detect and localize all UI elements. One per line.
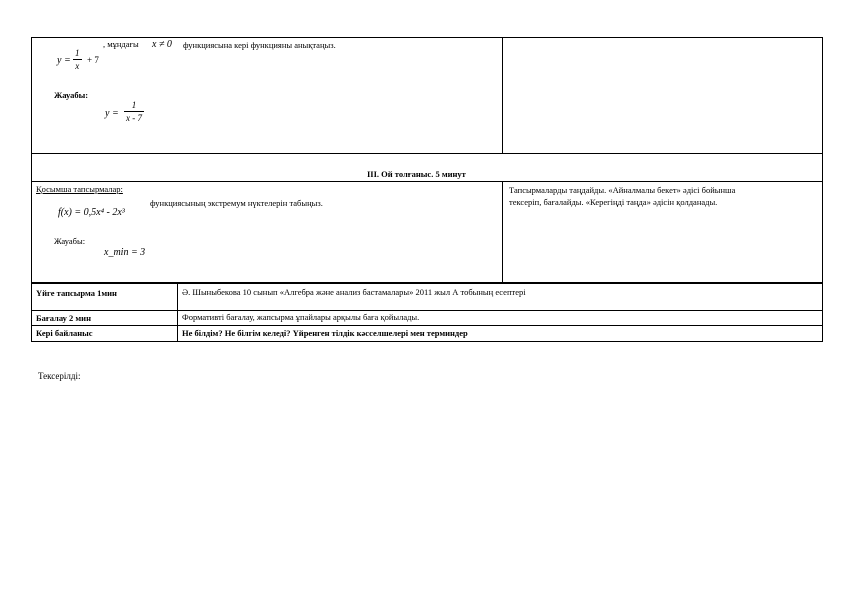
task1-formula-tail: + 7: [87, 55, 99, 65]
extra-formula: f(x) = 0,5x⁴ - 2x³: [58, 207, 125, 218]
task1-answer-fraction: [124, 100, 144, 123]
assessment-row-divider: [177, 310, 178, 326]
feedback-content: Не білдім? Не білгім келеді? Үйренген тілдік кәсселшелері мен терминдер: [182, 328, 468, 338]
task1-answer-y: y =: [105, 108, 119, 119]
section3-heading: III. Ой толғаныс. 5 минут: [367, 169, 466, 179]
task1-formula-fraction: [73, 48, 82, 71]
task1-answer-label: Жауабы:: [54, 90, 89, 100]
task1-answer-denominator: x - 7: [126, 113, 142, 123]
extra-assessment-line2: тексеріп, бағалайды. «Керегіңді таңда» әдісін қолданады.: [509, 197, 718, 207]
feedback-label: Кері байланыс: [36, 328, 93, 338]
task1-intro-suffix: , мұндағы: [103, 39, 139, 49]
assessment-content: Формативті бағалау, жапсырма ұпайлары арқылы баға қойылады.: [182, 312, 420, 322]
extra-tasks-divider: [502, 181, 503, 283]
assessment-row: [31, 310, 823, 326]
homework-label: Үйге тапсырма 1мин: [36, 288, 117, 298]
task1-answer-numerator: 1: [131, 100, 137, 110]
task1-instruction: функциясына кері функцияны анықтаңыз.: [183, 40, 336, 50]
checked-label: Тексерілді:: [38, 371, 81, 381]
feedback-row-divider: [177, 325, 178, 342]
extra-answer-label: Жауабы:: [54, 236, 86, 246]
fraction-bar: [73, 59, 82, 60]
extra-answer-value: x_min = 3: [104, 247, 146, 258]
task1-cell: [31, 37, 823, 154]
task1-divider: [502, 37, 503, 154]
task1-condition: x ≠ 0: [152, 39, 172, 50]
homework-content: Ә. Шыныбекова 10 сынып «Алгебра және анализ бастамалары» 2011 жыл А тобының есептері: [182, 287, 526, 297]
extra-tasks-label: Қосымша тапсырмалар:: [36, 184, 123, 194]
extra-instruction: функциясының экстремум нүктелерін табыңыз.: [150, 198, 323, 208]
fraction-bar: [124, 111, 144, 112]
task1-formula-denominator: x: [75, 61, 80, 71]
homework-row-divider: [177, 283, 178, 311]
assessment-label: Бағалау 2 мин: [36, 313, 91, 323]
extra-assessment-line1: Тапсырмаларды таңдайды. «Айналмалы бекет» әдісі бойынша: [509, 185, 736, 195]
task1-formula-numerator: 1: [75, 48, 80, 58]
task1-formula-y: y =: [57, 55, 71, 66]
